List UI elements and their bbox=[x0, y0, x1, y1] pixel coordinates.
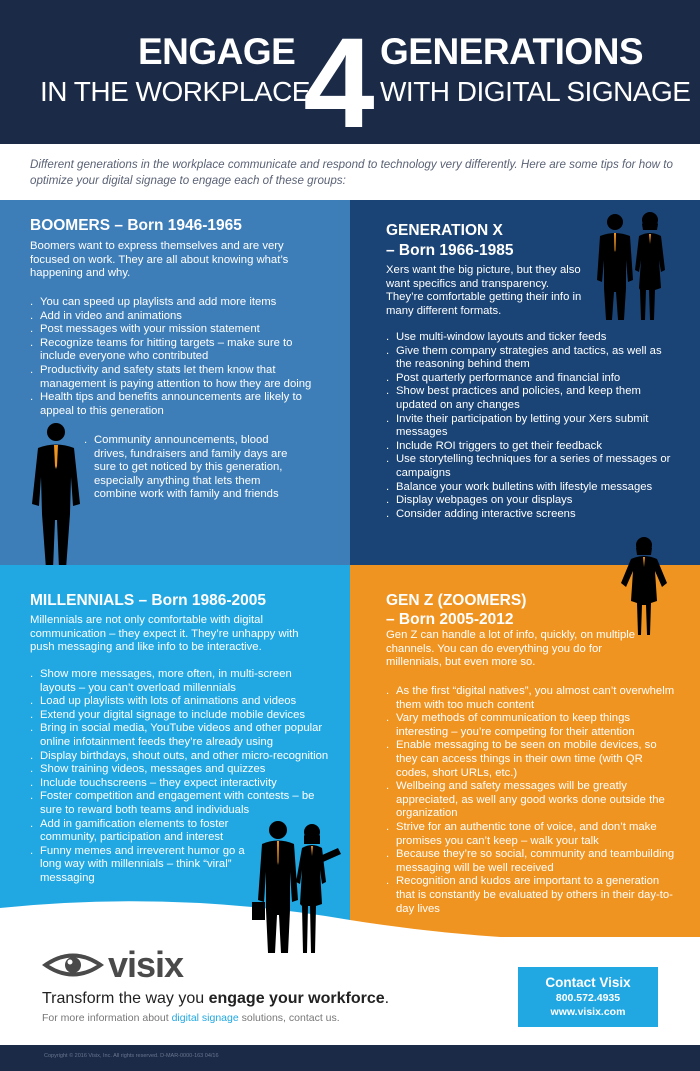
list-item: . Consider adding interactive screens bbox=[386, 508, 676, 522]
boomers-list bbox=[30, 296, 320, 418]
header-banner bbox=[0, 0, 700, 144]
contact-title: Contact Visix bbox=[545, 975, 631, 990]
header-four: 4 bbox=[303, 12, 371, 144]
millennial-couple-silhouette bbox=[250, 820, 342, 955]
more-info-text bbox=[42, 1011, 340, 1025]
list-item: . Give them company strategies and tactics, as well as the reasoning behind them bbox=[386, 345, 676, 372]
list-item: . Show more messages, more often, in multi-screen layouts – you can’t overload millennials bbox=[30, 668, 330, 695]
businessman-silhouette bbox=[28, 422, 84, 572]
list-item: . Health tips and benefits announcements are likely to appeal to this generation bbox=[30, 391, 320, 418]
list-item: . Invite their participation by letting your Xers submit messages bbox=[386, 413, 676, 440]
list-item: . Add in video and animations bbox=[30, 310, 320, 324]
list-item: . Recognize teams for hitting targets – make sure to include everyone who contributed bbox=[30, 337, 320, 364]
genx-couple-silhouette bbox=[595, 210, 670, 322]
list-item: . Productivity and safety stats let them know that management is paying attention to how they are doing bbox=[30, 364, 320, 391]
eye-logo-icon bbox=[40, 948, 106, 982]
list-item: . Display birthdays, shout outs, and other micro-recognition bbox=[30, 750, 330, 764]
list-item: . Use storytelling techniques for a series of messages or campaigns bbox=[386, 453, 676, 480]
boomers-title: BOOMERS – Born 1946-1965 bbox=[30, 217, 242, 234]
list-item: . Enable messaging to be seen on mobile devices, so they can access things in their own time (with QR codes, short URLs, etc.) bbox=[386, 739, 676, 780]
contact-box[interactable] bbox=[518, 967, 658, 1027]
list-item: . Display webpages on your displays bbox=[386, 494, 676, 508]
genx-section bbox=[350, 200, 700, 572]
genx-list bbox=[386, 331, 676, 521]
list-item: . Show training videos, messages and quizzes bbox=[30, 763, 330, 777]
tagline-suffix: . bbox=[384, 990, 390, 1007]
intro-text: Different generations in the workplace communicate and respond to technology very differently. Here are some tips for how to optimize your digital signage to engage each of these groups: bbox=[30, 158, 673, 187]
list-item: . Add in gamification elements to foster community, participation and interest bbox=[30, 818, 250, 845]
millennials-body: Millennials are not only comfortable with digital communication – they expect it. They’re unhappy with push messaging and like info to be interactive. bbox=[30, 614, 299, 654]
copyright-text: Copyright © 2016 Visix, Inc. All rights reserved. D-MAR-0000-163 04/16 bbox=[44, 1053, 219, 1059]
list-item: . Foster competition and engagement with contests – be sure to reward both teams and individuals bbox=[30, 790, 330, 817]
more-info-prefix: For more information about bbox=[42, 1012, 172, 1024]
boomers-section bbox=[0, 200, 350, 572]
list-item: . Balance your work bulletins with lifestyle messages bbox=[386, 481, 676, 495]
contact-website[interactable]: www.visix.com bbox=[550, 1006, 626, 1018]
header-signage: WITH DIGITAL SIGNAGE bbox=[380, 76, 691, 107]
list-item: . Vary methods of communication to keep things interesting – you’re competing for their attention bbox=[386, 712, 676, 739]
genx-title: GENERATION X bbox=[386, 222, 503, 239]
tagline-prefix: Transform the way you bbox=[42, 990, 209, 1007]
genx-title-years: – Born 1966-1985 bbox=[386, 242, 514, 259]
list-item: . Include touchscreens – they expect interactivity bbox=[30, 777, 330, 791]
list-item: . Use multi-window layouts and ticker feeds bbox=[386, 331, 676, 345]
millennials-title: MILLENNIALS – Born 1986-2005 bbox=[30, 592, 267, 609]
tagline bbox=[42, 989, 389, 1009]
header-generations: GENERATIONS bbox=[380, 31, 644, 72]
genx-body: Xers want the big picture, but they also want specifics and transparency. They’re comfortable getting their info in many different formats. bbox=[386, 264, 582, 317]
genz-body: Gen Z can handle a lot of info, quickly, on multiple channels. You can do everything you do for millennials, but even more so. bbox=[386, 629, 636, 669]
visix-logo: visix bbox=[108, 944, 184, 985]
list-item: . Wellbeing and safety messages will be greatly appreciated, as well any good works done outside the organization bbox=[386, 780, 676, 821]
boomers-body: Boomers want to express themselves and are very focused on work. They are all about knowing what’s happening and why. bbox=[30, 240, 289, 280]
list-item: . Load up playlists with lots of animations and videos bbox=[30, 695, 330, 709]
businesswoman-silhouette bbox=[617, 535, 671, 637]
genz-list bbox=[386, 685, 676, 916]
digital-signage-link[interactable]: digital signage bbox=[171, 1012, 239, 1024]
tagline-bold: engage your workforce bbox=[208, 990, 385, 1007]
list-item: . Post quarterly performance and financial info bbox=[386, 372, 676, 386]
list-item: . Funny memes and irreverent humor go a long way with millennials – think “viral” messaging bbox=[30, 845, 250, 886]
list-item: . Show best practices and policies, and keep them updated on any changes bbox=[386, 385, 676, 412]
list-item: . Include ROI triggers to get their feedback bbox=[386, 440, 676, 454]
header-workplace: IN THE WORKPLACE bbox=[40, 76, 310, 107]
list-item: . As the first “digital natives”, you almost can’t overwhelm them with too much content bbox=[386, 685, 676, 712]
contact-phone[interactable]: 800.572.4935 bbox=[555, 992, 621, 1004]
list-item: . Extend your digital signage to include mobile devices bbox=[30, 709, 330, 723]
list-item: . You can speed up playlists and add more items bbox=[30, 296, 320, 310]
list-item: . Bring in social media, YouTube videos and other popular online infotainment feeds they’re already using bbox=[30, 722, 330, 749]
list-item: . Because they’re so social, community and teambuilding messaging will be well received bbox=[386, 848, 676, 875]
list-item: . Strive for an authentic tone of voice, and don’t make promises you can’t keep – walk your talk bbox=[386, 821, 676, 848]
more-info-suffix: solutions, contact us. bbox=[238, 1012, 340, 1024]
list-item: . Recognition and kudos are important to a generation that is constantly be evaluated by others in their day-to-day lives bbox=[386, 875, 676, 916]
genz-title: GEN Z (ZOOMERS) bbox=[386, 592, 527, 609]
list-item: . Community announcements, blood drives, fundraisers and family days are sure to get noticed by this generation, especially anything that lets them combine work with family and friends bbox=[84, 434, 299, 502]
genz-title-years: – Born 2005-2012 bbox=[386, 611, 514, 628]
boomers-extra-list bbox=[84, 434, 299, 502]
list-item: . Post messages with your mission statement bbox=[30, 323, 320, 337]
header-engage: ENGAGE bbox=[138, 31, 296, 72]
